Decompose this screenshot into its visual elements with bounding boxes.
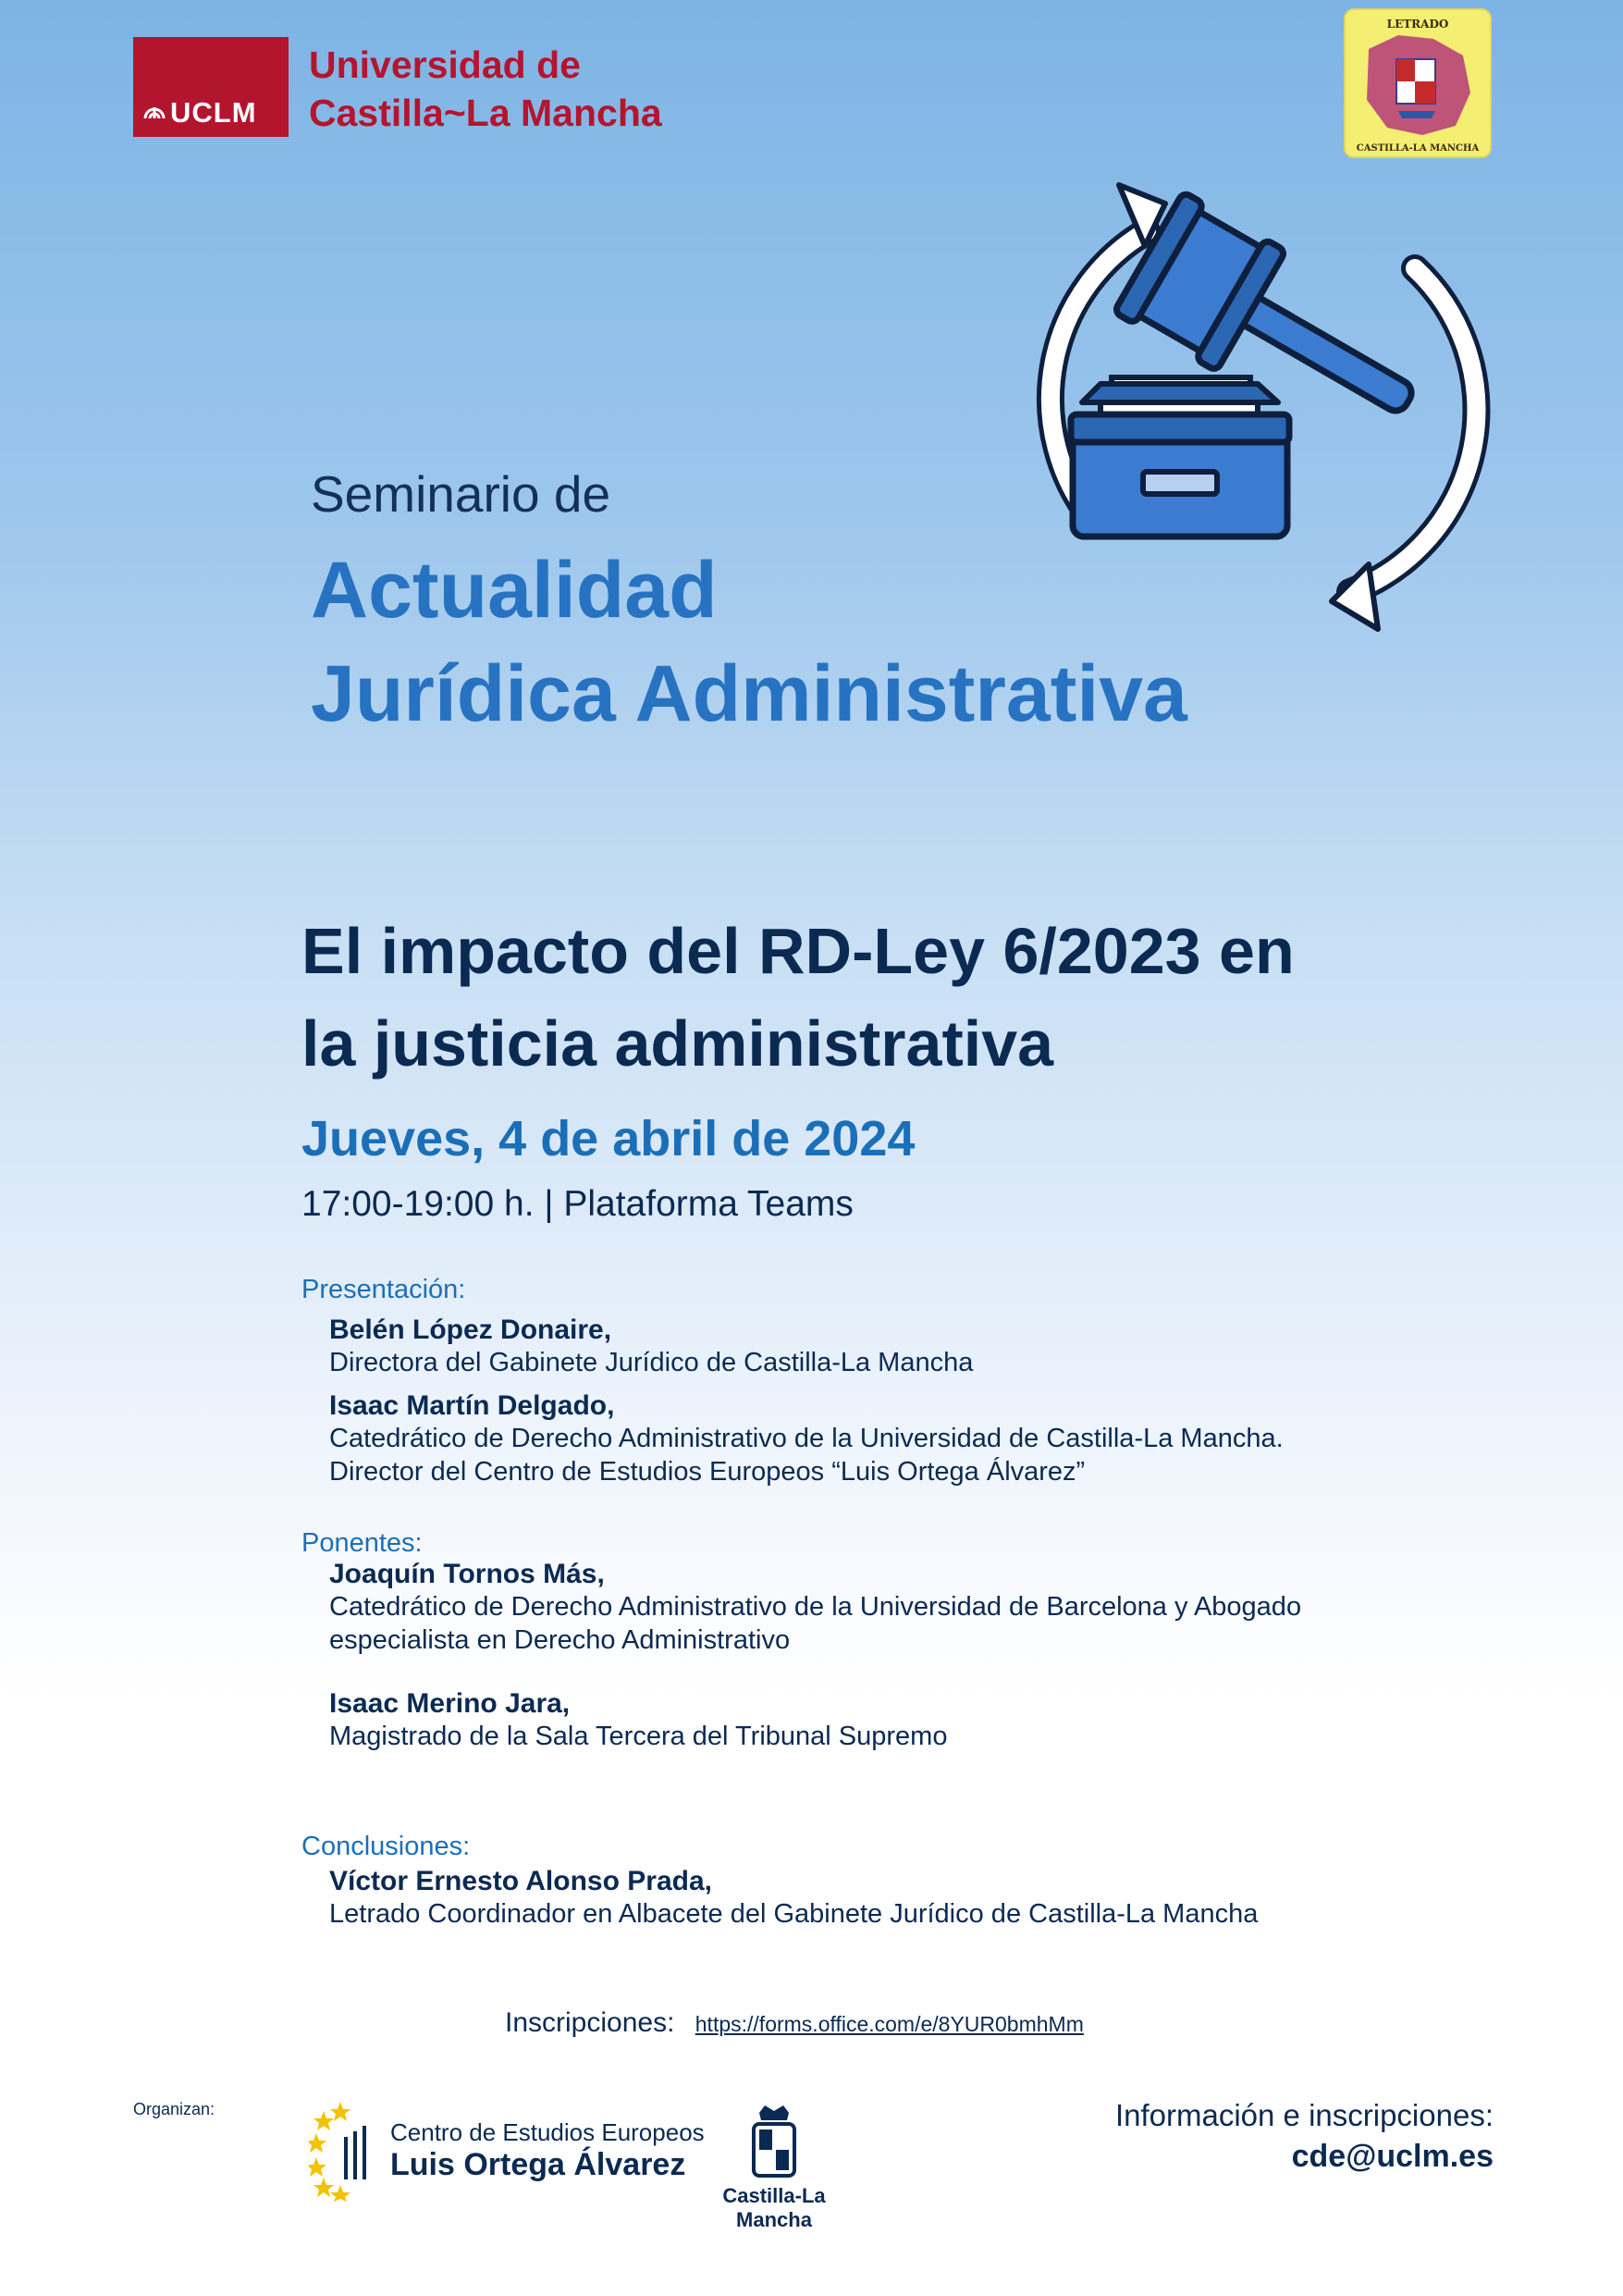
- person-role: Letrado Coordinador en Albacete del Gabinete Jurídico de Castilla-La Mancha: [329, 1899, 1259, 1929]
- talk-title-line1: El impacto del RD-Ley 6/2023 en: [301, 915, 1295, 987]
- university-name-line2: Castilla~La Mancha: [309, 92, 662, 134]
- svg-text:CASTILLA-LA MANCHA: CASTILLA-LA MANCHA: [1356, 143, 1480, 154]
- section-ponentes: [301, 1528, 1301, 1753]
- seminar-title: [311, 538, 1187, 746]
- contact-info: [1115, 2098, 1494, 2175]
- event-date: Jueves, 4 de abril de 2024: [301, 1111, 916, 1167]
- uclm-emblem-icon: [142, 94, 166, 122]
- event-time-place: 17:00-19:00 h. | Plataforma Teams: [301, 1184, 854, 1224]
- person-role: Directora del Gabinete Jurídico de Castilla-La Mancha: [329, 1348, 974, 1377]
- section-presentacion: [301, 1275, 1284, 1488]
- section-label: Presentación:: [301, 1275, 466, 1304]
- person-role: Director del Centro de Estudios Europeos “Luis Ortega Álvarez”: [329, 1457, 1086, 1487]
- section-label: Ponentes:: [301, 1528, 423, 1558]
- person-role: Catedrático de Derecho Administrativo de la Universidad de Castilla-La Mancha.: [329, 1424, 1284, 1453]
- section-conclusiones: [301, 1832, 1258, 1931]
- letrado-logo: [1343, 7, 1493, 159]
- jccm-logo: [714, 2100, 834, 2232]
- talk-title: [301, 905, 1504, 1090]
- castilla-la-mancha-crest-icon: [746, 2100, 802, 2179]
- jccm-text: Castilla-La Mancha: [722, 2184, 826, 2231]
- svg-text:LETRADO: LETRADO: [1386, 18, 1449, 31]
- person-name: Joaquín Tornos Más,: [329, 1559, 605, 1589]
- organizers-label: Organizan:: [133, 2100, 215, 2118]
- talk-title-line2: la justicia administrativa: [301, 1007, 1054, 1080]
- section-label: Conclusiones:: [301, 1832, 471, 1861]
- person-name: Víctor Ernesto Alonso Prada,: [329, 1866, 712, 1896]
- university-name: [309, 41, 662, 137]
- person-name: Isaac Martín Delgado,: [329, 1390, 615, 1421]
- uclm-badge-text: UCLM: [170, 96, 257, 129]
- registration-label: Inscripciones:: [505, 2007, 675, 2038]
- contact-label: Información e inscripciones:: [1114, 2098, 1494, 2132]
- person-role: especialista en Derecho Administrativo: [329, 1625, 791, 1655]
- registration-link[interactable]: https://forms.office.com/e/8YUR0bmhMm: [695, 2012, 1084, 2036]
- cee-name-line1: Centro de Estudios Europeos: [390, 2118, 705, 2146]
- uclm-logo: [133, 37, 289, 137]
- person-role: Magistrado de la Sala Tercera del Tribunal Supremo: [329, 1722, 948, 1751]
- cee-logo: [309, 2100, 705, 2202]
- university-name-line1: Universidad de: [309, 43, 581, 86]
- seminar-title-line1: Actualidad: [311, 546, 718, 635]
- person-name: Isaac Merino Jara,: [329, 1688, 571, 1719]
- cee-name-line2: Luis Ortega Álvarez: [390, 2147, 686, 2182]
- contact-email[interactable]: cde@uclm.es: [1291, 2139, 1494, 2174]
- seminar-title-line2: Jurídica Administrativa: [311, 649, 1187, 738]
- registration: [505, 2007, 1084, 2039]
- seminar-label: Seminario de: [311, 465, 611, 523]
- person-role: Catedrático de Derecho Administrativo de la Universidad de Barcelona y Abogado: [329, 1592, 1302, 1622]
- eu-stars-icon: [309, 2100, 383, 2202]
- person-name: Belén López Donaire,: [329, 1315, 612, 1345]
